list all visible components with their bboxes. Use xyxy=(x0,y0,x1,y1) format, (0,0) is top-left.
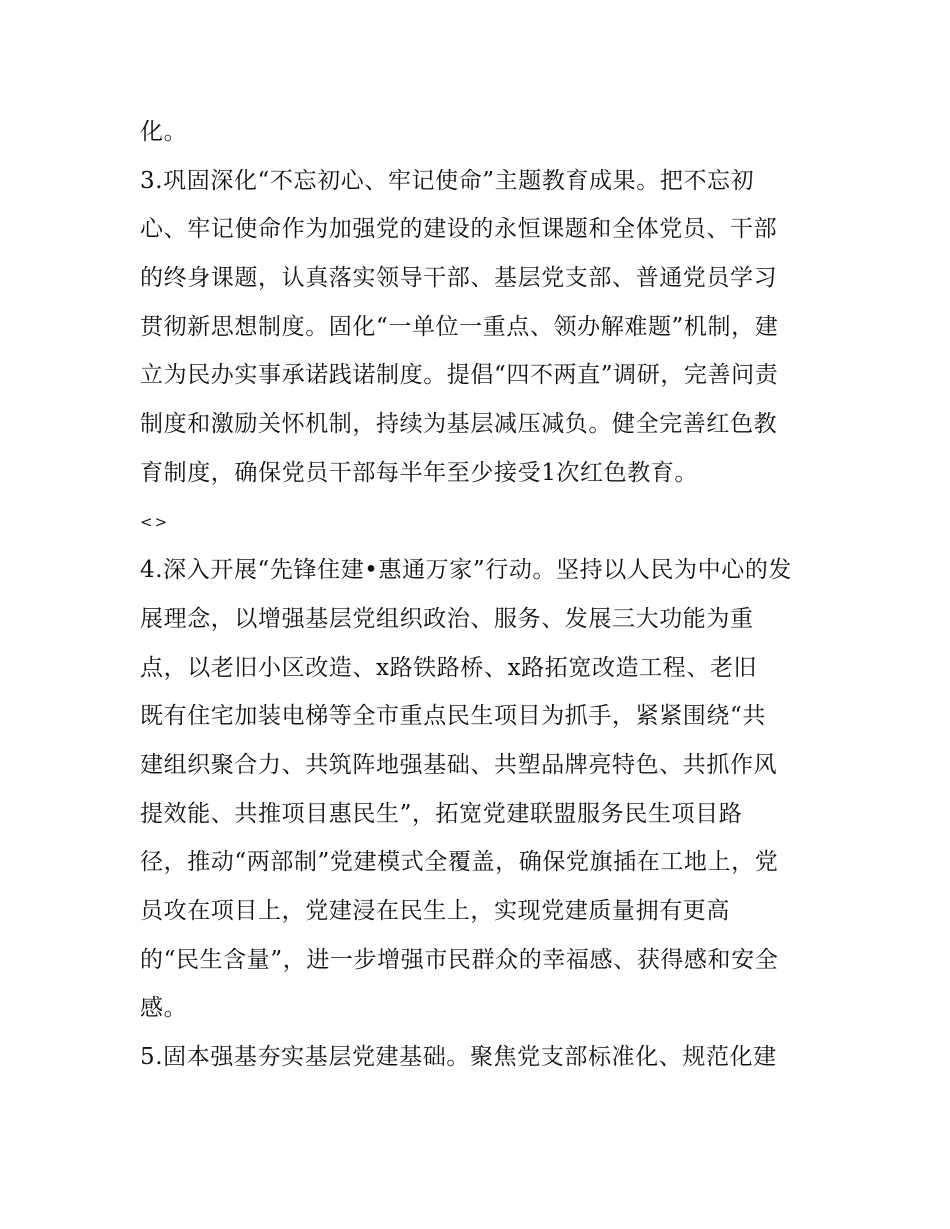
text-line: 5.固本强基夯实基层党建基础。聚焦党支部标准化、规范化建 xyxy=(140,1044,777,1071)
text-line: 员攻在项目上，党建浸在民生上，实现党建质量拥有更高 xyxy=(140,898,730,924)
text-line: 制度和激励关怀机制，持续为基层减压减负。健全完善红色教 xyxy=(140,411,778,438)
text-line: 育制度，确保党员干部每半年至少接受1次红色教育。 xyxy=(140,459,699,486)
text-line: 3.巩固深化“不忘初心、牢记使命”主题教育成果。把不忘初 xyxy=(140,167,755,194)
text-line: 立为民办实事承诺践诺制度。提倡“四不两直”调研，完善问责 xyxy=(140,362,779,389)
text-line: 化。 xyxy=(140,119,188,145)
text-line: 的“民生含量”，进一步增强市民群众的幸福感、获得感和安全 xyxy=(140,946,779,973)
text-line: 感。 xyxy=(140,995,188,1022)
document-body xyxy=(140,108,820,1082)
text-line: 4.深入开展“先锋住建•惠通万家”行动。坚持以人民为中心的发 xyxy=(140,557,793,584)
section-marker: <> xyxy=(140,512,170,531)
text-line: 展理念，以增强基层党组织政治、服务、发展三大功能为重 xyxy=(140,605,754,632)
text-line: 点，以老旧小区改造、x路铁路桥、x路拓宽改造工程、老旧 xyxy=(140,654,758,681)
text-line: 建组织聚合力、共筑阵地强基础、共塑品牌亮特色、共抓作风 xyxy=(140,751,778,778)
text-line: 心、牢记使命作为加强党的建设的永恒课题和全体党员、干部 xyxy=(140,216,778,243)
text-line: 径，推动“两部制”党建模式全覆盖，确保党旗插在工地上，党 xyxy=(140,849,779,876)
text-line: 提效能、共推项目惠民生”，拓宽党建联盟服务民生项目路 xyxy=(140,800,743,827)
text-line: 既有住宅加装电梯等全市重点民生项目为抓手，紧紧围绕“共 xyxy=(140,703,766,730)
text-line: 的终身课题，认真落实领导干部、基层党支部、普通党员学习 xyxy=(140,265,778,292)
text-line: 贯彻新思想制度。固化“一单位一重点、领办解难题”机制，建 xyxy=(140,313,779,340)
